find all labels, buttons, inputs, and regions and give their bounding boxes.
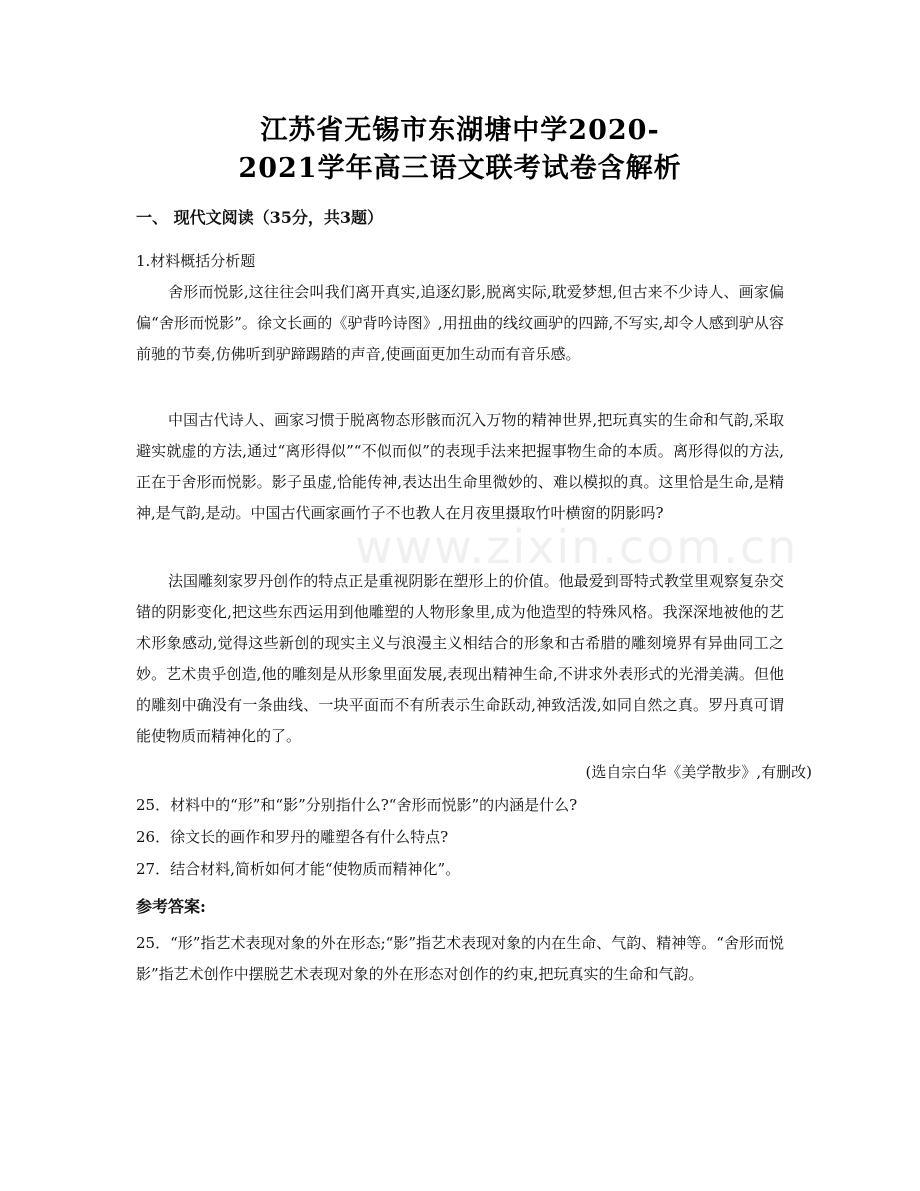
question-27: 27．结合材料,简析如何才能“使物质而精神化”。 (136, 860, 461, 878)
question-26: 26．徐文长的画作和罗丹的雕塑各有什么特点? (136, 828, 449, 846)
passage-paragraph: 法国雕刻家罗丹创作的特点正是重视阴影在塑形上的价值。他最爱到哥特式教堂里观察复杂交错的阴影变化,把这些东西运用到他雕塑的人物形象里,成为他造型的特殊风格。我深深地被他的艺术形象感动,觉得这些新创的现实主义与浪漫主义相结合的形象和古希腊的雕刻境界有异曲同工之妙。艺术贵乎创造,他的雕刻是从形象里面发展,表现出精神生命,不讲求外表形式的光滑美满。但他的雕刻中确没有一条曲线、一块平面而不有所表示生命跃动,神致活泼,如同自然之真。罗丹真可谓能使物质而精神化的了。 (136, 572, 784, 745)
question-heading: 1.材料概括分析题 (136, 252, 256, 270)
passage-paragraph: 舍形而悦影,这往往会叫我们离开真实,追逐幻影,脱离实际,耽爱梦想,但古来不少诗人、画家偏偏“舍形而悦影”。徐文长画的《驴背吟诗图》,用扭曲的线纹画驴的四蹄,不写实,却令人感到驴从容前驰的节奏,仿佛听到驴蹄踢踏的声音,使画面更加生动而有音乐感。 (136, 283, 784, 363)
question-25: 25．材料中的“形”和“影”分别指什么?“舍形而悦影”的内涵是什么? (136, 796, 578, 814)
passage-paragraph: 中国古代诗人、画家习惯于脱离物态形骸而沉入万物的精神世界,把玩真实的生命和气韵,采取避实就虚的方法,通过“离形得似”“不似而似”的表现手法来把握事物生命的本质。离形得似的方法,正在于舍形而悦影。影子虽虚,恰能传神,表达出生命里微妙的、难以模拟的真。这里恰是生命,是精神,是气韵,是动。中国古代画家画竹子不也教人在月夜里摄取竹叶横窗的阴影吗? (136, 411, 784, 522)
passage-source: (选自宗白华《美学散步》,有删改) (585, 763, 812, 781)
answer-heading: 参考答案: (136, 897, 206, 916)
document-title-line-2: 2021学年高三语文联考试卷含解析 (238, 153, 682, 184)
watermark: www.zixin.com.cn (355, 520, 799, 574)
section-heading: 一、 现代文阅读（35分，共3题） (136, 208, 383, 227)
document-title-line-1: 江苏省无锡市东湖塘中学2020- (260, 115, 660, 146)
answer-25: 25．“形”指艺术表现对象的外在形态;“影”指艺术表现对象的内在生命、气韵、精神等。“舍形而悦影”指艺术创作中摆脱艺术表现对象的外在形态对创作的约束,把玩真实的生命和气韵。 (136, 934, 784, 983)
